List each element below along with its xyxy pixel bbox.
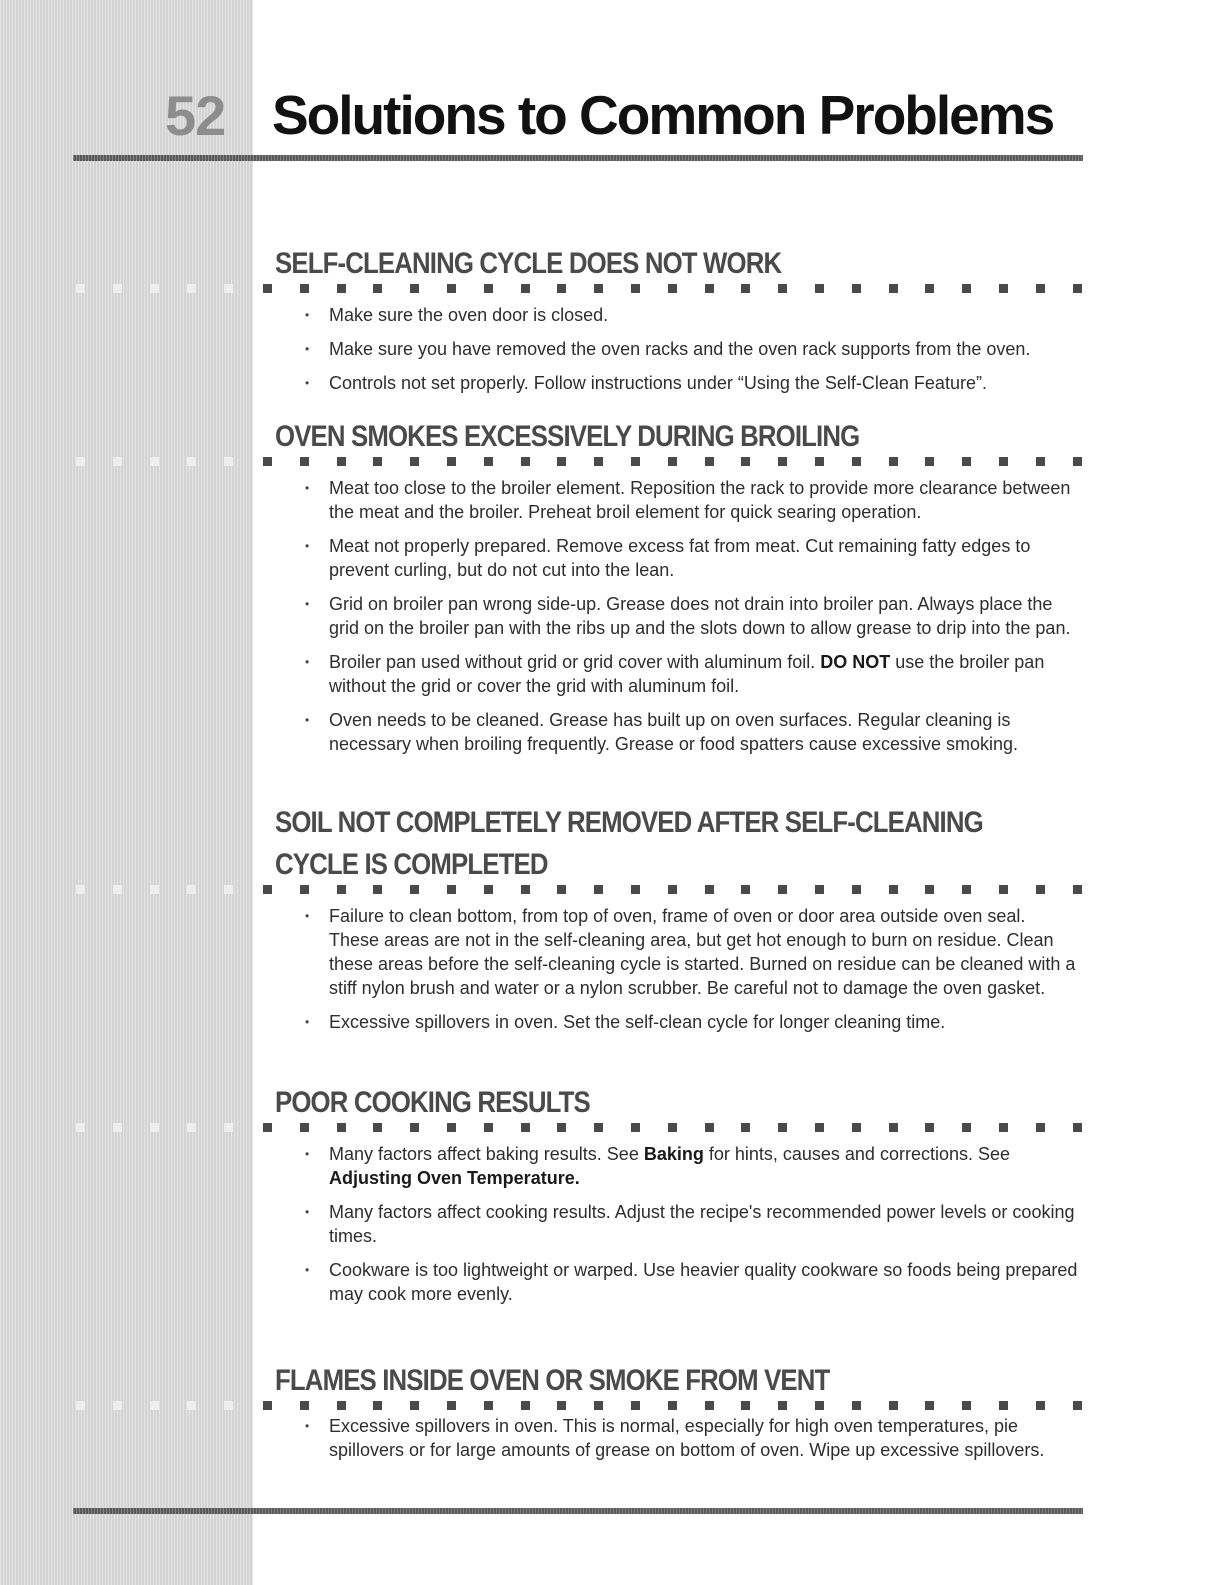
section-heading: OVEN SMOKES EXCESSIVELY DURING BROILING: [275, 420, 860, 453]
dot-square: [925, 284, 934, 293]
dot-square: [521, 457, 530, 466]
dot-square: [962, 885, 971, 894]
section-heading: POOR COOKING RESULTS: [275, 1086, 590, 1119]
section-heading: SOIL NOT COMPLETELY REMOVED AFTER SELF-CLEANING CYCLE IS COMPLETED: [275, 806, 983, 881]
dot-square: [521, 1123, 530, 1132]
dot-square: [263, 1123, 272, 1132]
dot-square: [521, 885, 530, 894]
dot-square: [410, 1401, 419, 1410]
section-soil-not-removed: [0, 806, 1225, 1044]
dot-square: [187, 1123, 196, 1132]
dot-square: [1073, 1123, 1082, 1132]
dot-square: [300, 1123, 309, 1132]
dot-square: [925, 457, 934, 466]
dot-square: [741, 885, 750, 894]
dot-divider: [0, 456, 1225, 468]
dot-square: [594, 885, 603, 894]
dot-square: [76, 885, 85, 894]
section-flames-inside-oven: [0, 1364, 1225, 1472]
bullet-list: [0, 303, 1225, 395]
dot-square: [113, 1123, 122, 1132]
dot-square: [76, 1123, 85, 1132]
dot-square: [373, 1401, 382, 1410]
dot-square: [557, 284, 566, 293]
bullet-list: [0, 1414, 1225, 1462]
dot-square: [447, 885, 456, 894]
dot-square: [447, 1401, 456, 1410]
dot-square: [594, 457, 603, 466]
list-item: • Oven needs to be cleaned. Grease has built up on oven surfaces. Regular cleaning is necessary when broiling frequently. Grease or food spatters cause excessive smoking.: [329, 708, 1079, 756]
dot-square: [484, 885, 493, 894]
dot-square: [263, 284, 272, 293]
dot-square: [447, 284, 456, 293]
dot-square: [778, 885, 787, 894]
dot-square: [150, 457, 159, 466]
dot-square: [150, 885, 159, 894]
dot-square: [705, 1401, 714, 1410]
dot-square: [631, 1401, 640, 1410]
list-item: • Make sure the oven door is closed.: [329, 303, 1079, 327]
dot-square: [594, 1401, 603, 1410]
dot-square: [925, 885, 934, 894]
dot-square: [852, 284, 861, 293]
dot-square: [113, 1401, 122, 1410]
list-item: • Many factors affect cooking results. Adjust the recipe's recommended power levels or cooking times.: [329, 1200, 1079, 1248]
dot-square: [852, 1401, 861, 1410]
top-rule: [73, 155, 1083, 161]
list-item: • Failure to clean bottom, from top of oven, frame of oven or door area outside oven seal. These areas are not in the self-cleaning area, but get hot enough to burn on residue. Clean these areas before the self-cleaning cycle is started. Burned on residue can be cleaned with a stiff nylon brush and water or a nylon scrubber. Be careful not to damage the oven gasket.: [329, 904, 1079, 1000]
dot-square: [373, 1123, 382, 1132]
list-item: • Make sure you have removed the oven racks and the oven rack supports from the oven.: [329, 337, 1079, 361]
bullet-list: [0, 904, 1225, 1034]
list-item: • Meat not properly prepared. Remove excess fat from meat. Cut remaining fatty edges to prevent curling, but do not cut into the lean.: [329, 534, 1079, 582]
dot-square: [150, 284, 159, 293]
dot-square: [962, 457, 971, 466]
dot-square: [224, 1401, 233, 1410]
sidebar-band: [0, 0, 253, 1585]
dot-square: [557, 1401, 566, 1410]
section-poor-cooking-results: [0, 1086, 1225, 1316]
dot-divider: [0, 884, 1225, 896]
dot-square: [263, 885, 272, 894]
dot-square: [889, 885, 898, 894]
dot-square: [999, 1123, 1008, 1132]
dot-square: [999, 284, 1008, 293]
dot-square: [187, 1401, 196, 1410]
dot-square: [150, 1123, 159, 1132]
dot-square: [447, 457, 456, 466]
dot-square: [852, 1123, 861, 1132]
dot-square: [263, 457, 272, 466]
dot-divider: [0, 283, 1225, 295]
dot-square: [1073, 457, 1082, 466]
dot-square: [1036, 885, 1045, 894]
dot-square: [410, 885, 419, 894]
dot-square: [852, 885, 861, 894]
dot-square: [889, 284, 898, 293]
dot-square: [373, 457, 382, 466]
dot-square: [815, 1401, 824, 1410]
dot-square: [224, 284, 233, 293]
section-heading: FLAMES INSIDE OVEN OR SMOKE FROM VENT: [275, 1364, 830, 1397]
dot-square: [778, 1401, 787, 1410]
dot-square: [1073, 284, 1082, 293]
section-oven-smokes: [0, 420, 1225, 766]
dot-square: [337, 1401, 346, 1410]
dot-square: [557, 885, 566, 894]
dot-square: [337, 457, 346, 466]
dot-square: [741, 1123, 750, 1132]
dot-square: [557, 1123, 566, 1132]
dot-square: [668, 885, 677, 894]
dot-divider: [0, 1122, 1225, 1134]
dot-square: [484, 457, 493, 466]
dot-square: [373, 284, 382, 293]
dot-square: [410, 284, 419, 293]
list-item: • Meat too close to the broiler element. Reposition the rack to provide more clearance between the meat and the broiler. Preheat broil element for quick searing operation.: [329, 476, 1079, 524]
dot-square: [263, 1401, 272, 1410]
list-item: • Cookware is too lightweight or warped. Use heavier quality cookware so foods being prepared may cook more evenly.: [329, 1258, 1079, 1306]
dot-square: [337, 284, 346, 293]
dot-square: [815, 885, 824, 894]
dot-square: [999, 457, 1008, 466]
dot-square: [741, 284, 750, 293]
dot-square: [410, 1123, 419, 1132]
dot-square: [631, 1123, 640, 1132]
dot-square: [373, 885, 382, 894]
dot-square: [815, 284, 824, 293]
dot-square: [705, 885, 714, 894]
dot-square: [410, 457, 419, 466]
dot-square: [778, 284, 787, 293]
dot-square: [631, 885, 640, 894]
dot-square: [113, 457, 122, 466]
dot-square: [705, 284, 714, 293]
page-number: 52: [165, 84, 226, 147]
dot-square: [484, 1123, 493, 1132]
dot-square: [300, 885, 309, 894]
dot-square: [224, 1123, 233, 1132]
dot-square: [594, 1123, 603, 1132]
dot-square: [778, 1123, 787, 1132]
bottom-rule: [73, 1508, 1083, 1514]
dot-square: [668, 1123, 677, 1132]
dot-square: [631, 284, 640, 293]
page-title: Solutions to Common Problems: [272, 84, 1054, 146]
dot-square: [631, 457, 640, 466]
dot-square: [187, 885, 196, 894]
list-item: • Excessive spillovers in oven. This is normal, especially for high oven temperatures, pie spillovers or for large amounts of grease on bottom of oven. Wipe up excessive spillovers.: [329, 1414, 1079, 1462]
bullet-list: [0, 1142, 1225, 1306]
dot-square: [999, 1401, 1008, 1410]
dot-square: [76, 284, 85, 293]
dot-square: [557, 457, 566, 466]
dot-square: [1036, 457, 1045, 466]
bullet-list: [0, 476, 1225, 756]
dot-square: [113, 885, 122, 894]
section-heading: SELF-CLEANING CYCLE DOES NOT WORK: [275, 247, 782, 280]
dot-square: [150, 1401, 159, 1410]
dot-square: [113, 284, 122, 293]
dot-square: [76, 1401, 85, 1410]
dot-square: [484, 284, 493, 293]
dot-square: [889, 457, 898, 466]
dot-square: [300, 457, 309, 466]
dot-square: [889, 1123, 898, 1132]
dot-square: [337, 885, 346, 894]
dot-square: [187, 284, 196, 293]
dot-square: [484, 1401, 493, 1410]
dot-square: [962, 1401, 971, 1410]
dot-square: [778, 457, 787, 466]
dot-square: [705, 457, 714, 466]
dot-square: [1036, 284, 1045, 293]
dot-square: [668, 284, 677, 293]
dot-square: [1073, 885, 1082, 894]
dot-square: [889, 1401, 898, 1410]
dot-square: [594, 284, 603, 293]
list-item: • Grid on broiler pan wrong side-up. Grease does not drain into broiler pan. Always place the grid on the broiler pan with the ribs up and the slots down to allow grease to drip into the pan.: [329, 592, 1079, 640]
dot-square: [962, 284, 971, 293]
list-item: • Controls not set properly. Follow instructions under “Using the Self-Clean Feature”.: [329, 371, 1079, 395]
list-item: • Many factors affect baking results. See Baking for hints, causes and corrections. See Adjusting Oven Temperature.: [329, 1142, 1079, 1190]
dot-square: [187, 457, 196, 466]
dot-square: [447, 1123, 456, 1132]
dot-square: [852, 457, 861, 466]
dot-square: [337, 1123, 346, 1132]
dot-square: [925, 1401, 934, 1410]
dot-square: [815, 1123, 824, 1132]
dot-square: [300, 284, 309, 293]
dot-square: [521, 1401, 530, 1410]
dot-square: [76, 457, 85, 466]
dot-square: [925, 1123, 934, 1132]
dot-square: [224, 457, 233, 466]
dot-square: [224, 885, 233, 894]
list-item: • Excessive spillovers in oven. Set the self-clean cycle for longer cleaning time.: [329, 1010, 1079, 1034]
dot-square: [741, 457, 750, 466]
dot-square: [1036, 1401, 1045, 1410]
dot-square: [1036, 1123, 1045, 1132]
dot-square: [815, 457, 824, 466]
dot-square: [962, 1123, 971, 1132]
dot-square: [999, 885, 1008, 894]
dot-square: [668, 457, 677, 466]
dot-square: [741, 1401, 750, 1410]
list-item: • Broiler pan used without grid or grid cover with aluminum foil. DO NOT use the broiler pan without the grid or cover the grid with aluminum foil.: [329, 650, 1079, 698]
dot-divider: [0, 1400, 1225, 1412]
dot-square: [300, 1401, 309, 1410]
section-self-cleaning-cycle: [0, 247, 1225, 405]
dot-square: [668, 1401, 677, 1410]
dot-square: [1073, 1401, 1082, 1410]
dot-square: [705, 1123, 714, 1132]
dot-square: [521, 284, 530, 293]
